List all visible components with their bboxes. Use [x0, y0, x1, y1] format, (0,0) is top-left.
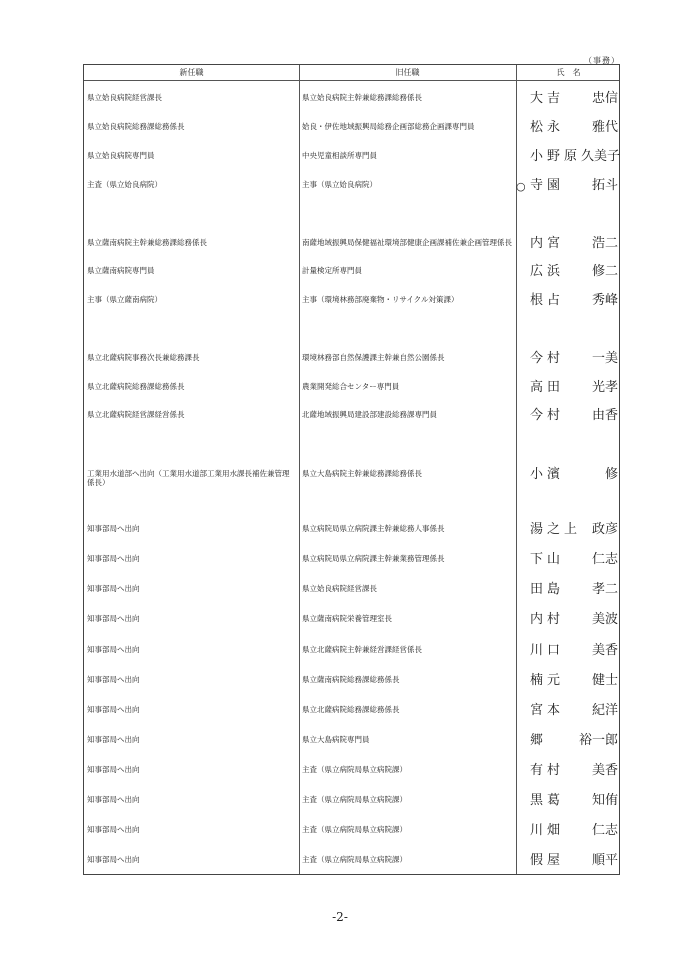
old-post-cell: 県立大島病院主幹兼総務課総務係長: [302, 469, 422, 478]
surname: 川口: [530, 643, 565, 658]
surname: 黒葛: [530, 793, 565, 808]
person-name: [530, 408, 618, 424]
new-appointee-mark: ○: [516, 180, 526, 193]
surname: 楠元: [530, 673, 565, 688]
name-cell: [516, 89, 621, 111]
old-post-cell: 農業開発総合センター専門員: [302, 382, 400, 391]
person-name: [530, 467, 618, 483]
given-name: 政彦: [591, 522, 618, 537]
new-post-cell: 知事部局へ出向: [87, 705, 140, 714]
surname: 田島: [530, 582, 565, 597]
given-name: 浩二: [591, 236, 618, 251]
given-name: 由香: [591, 408, 618, 423]
table-row: [84, 641, 619, 663]
header-divider: [84, 80, 619, 81]
person-name: [530, 264, 618, 280]
new-post-cell: 知事部局へ出向: [87, 825, 140, 834]
new-post-cell: 県立姶良病院専門員: [87, 151, 155, 160]
surname: 宮本: [530, 703, 565, 718]
person-name: [530, 552, 618, 568]
surname: 今村: [530, 408, 565, 423]
table-row: [84, 118, 619, 140]
old-post-cell: 南薩地域振興局保健福祉環境部健康企画課補佐兼企画管理係長: [302, 238, 512, 247]
name-cell: [516, 701, 621, 723]
table-row: [84, 851, 619, 873]
name-cell: [516, 118, 621, 140]
table-row: [84, 262, 619, 284]
header-new-post: 新任職: [179, 68, 204, 77]
surname: 有村: [530, 763, 565, 778]
name-cell: [516, 731, 621, 753]
surname: 寺園: [530, 178, 565, 193]
surname: 内宮: [530, 236, 565, 251]
old-post-cell: 姶良・伊佐地域振興局総務企画部総務企画課専門員: [302, 122, 475, 131]
new-post-cell: 県立北薩病院総務課総務係長: [87, 382, 185, 391]
table-row: [84, 731, 619, 753]
person-name: [530, 522, 618, 538]
old-post-cell: 主査（県立病院局県立病院課）: [302, 795, 407, 804]
given-name: 裕一郎: [578, 733, 618, 748]
old-post-cell: 主査（県立病院局県立病院課）: [302, 855, 407, 864]
new-post-cell: 県立薩南病院主幹兼総務課総務係長: [87, 238, 207, 247]
table-row: [84, 791, 619, 813]
name-cell: [516, 821, 621, 843]
old-post-cell: 県立病院局県立病院課主幹兼業務管理係長: [302, 554, 445, 563]
header-name: 氏 名: [556, 68, 581, 77]
surname: 今村: [530, 351, 565, 366]
surname: 假屋: [530, 853, 565, 868]
table-row: [84, 580, 619, 602]
table-row: [84, 89, 619, 111]
old-post-cell: 主査（県立病院局県立病院課）: [302, 765, 407, 774]
given-name: 秀峰: [591, 293, 618, 308]
given-name: 忠信: [591, 91, 618, 106]
new-post-cell: 知事部局へ出向: [87, 524, 140, 533]
surname: 高田: [530, 380, 565, 395]
new-post-cell: 県立北薩病院経営課経営係長: [87, 410, 185, 419]
new-post-cell: 県立北薩病院事務次長兼総務課長: [87, 353, 200, 362]
old-post-cell: 主事（県立姶良病院）: [302, 180, 377, 189]
given-name: 拓斗: [591, 178, 618, 193]
surname: 内村: [530, 612, 565, 627]
old-post-cell: 県立病院局県立病院課主幹兼総務人事係長: [302, 524, 445, 533]
given-name: 仁志: [591, 552, 618, 567]
old-post-cell: 県立姶良病院主幹兼総務課総務係長: [302, 93, 422, 102]
table-row: [84, 349, 619, 371]
old-post-cell: 県立大島病院専門員: [302, 735, 370, 744]
person-name: [530, 236, 618, 252]
person-name: [530, 91, 618, 107]
surname: 大吉: [530, 91, 565, 106]
name-cell: [516, 761, 621, 783]
person-name: [530, 120, 618, 136]
person-name: [530, 380, 618, 396]
table-row: [84, 291, 619, 313]
given-name: 修二: [591, 264, 618, 279]
new-post-cell: 知事部局へ出向: [87, 614, 140, 623]
old-post-cell: 県立姶良病院経営課長: [302, 584, 377, 593]
table-row: [84, 406, 619, 428]
given-name: 健士: [591, 673, 618, 688]
name-cell: [516, 580, 621, 602]
new-post-cell: 知事部局へ出向: [87, 855, 140, 864]
name-cell: [516, 520, 621, 542]
table-row: [84, 671, 619, 693]
person-name: [530, 643, 618, 659]
person-name: [530, 733, 618, 749]
old-post-cell: 中央児童相談所専門員: [302, 151, 377, 160]
person-name: [530, 673, 618, 689]
name-cell: [516, 234, 621, 256]
given-name: 久美子: [581, 149, 621, 164]
old-post-cell: 主事（環境林務部廃棄物・リサイクル対策課）: [302, 295, 459, 304]
given-name: 美香: [591, 763, 618, 778]
person-name: [530, 582, 618, 598]
person-name: [530, 178, 618, 194]
table-row: [84, 701, 619, 723]
personnel-table: [83, 64, 620, 875]
surname: 松永: [530, 120, 565, 135]
given-name: 修: [604, 467, 618, 482]
name-cell: [516, 550, 621, 572]
given-name: 美波: [591, 612, 618, 627]
surname: 小野原: [530, 149, 582, 164]
surname: 川畑: [530, 823, 565, 838]
name-cell: [516, 291, 621, 313]
category-label: （事務）: [584, 56, 620, 65]
name-cell: [516, 176, 621, 198]
old-post-cell: 北薩地域振興局建設部建設総務課専門員: [302, 410, 437, 419]
name-cell: [516, 378, 621, 400]
name-cell: [516, 147, 621, 169]
person-name: [530, 823, 618, 839]
new-post-cell: 県立姶良病院経営課長: [87, 93, 162, 102]
new-post-cell: 知事部局へ出向: [87, 554, 140, 563]
person-name: [530, 853, 618, 869]
person-name: [530, 703, 618, 719]
table-row: [84, 378, 619, 400]
new-post-cell: 主査（県立姶良病院）: [87, 180, 162, 189]
table-row: [84, 610, 619, 632]
new-post-cell: 知事部局へ出向: [87, 675, 140, 684]
table-row: [84, 465, 619, 487]
surname: 根占: [530, 293, 565, 308]
table-row: [84, 147, 619, 169]
given-name: 一美: [591, 351, 618, 366]
page-number: -2-: [332, 910, 348, 924]
new-post-cell: 知事部局へ出向: [87, 735, 140, 744]
given-name: 知侑: [591, 793, 618, 808]
name-cell: [516, 406, 621, 428]
surname: 郷: [530, 733, 548, 748]
person-name: [530, 293, 618, 309]
new-post-cell: 主事（県立薩南病院）: [87, 295, 162, 304]
surname: 下山: [530, 552, 565, 567]
surname: 湯之上: [530, 522, 582, 537]
old-post-cell: 計量検定所専門員: [302, 266, 362, 275]
new-post-cell: 知事部局へ出向: [87, 765, 140, 774]
name-cell: [516, 262, 621, 284]
table-row: [84, 176, 619, 198]
person-name: [530, 351, 618, 367]
name-cell: [516, 851, 621, 873]
new-post-cell: 知事部局へ出向: [87, 584, 140, 593]
old-post-cell: 県立薩南病院総務課総務係長: [302, 675, 400, 684]
table-row: [84, 550, 619, 572]
table-row: [84, 234, 619, 256]
name-cell: [516, 671, 621, 693]
given-name: 雅代: [591, 120, 618, 135]
old-post-cell: 主査（県立病院局県立病院課）: [302, 825, 407, 834]
given-name: 孝二: [591, 582, 618, 597]
table-row: [84, 520, 619, 542]
table-row: [84, 761, 619, 783]
old-post-cell: 県立北薩病院主幹兼経営課経営係長: [302, 645, 422, 654]
given-name: 順平: [591, 853, 618, 868]
new-post-cell: 工業用水道部へ出向（工業用水道部工業用水課長補佐兼管理係長）: [87, 469, 290, 487]
given-name: 仁志: [591, 823, 618, 838]
old-post-cell: 環境林務部自然保護課主幹兼自然公園係長: [302, 353, 445, 362]
name-cell: [516, 641, 621, 663]
surname: 広浜: [530, 264, 565, 279]
new-post-cell: 県立姶良病院総務課総務係長: [87, 122, 185, 131]
given-name: 光孝: [591, 380, 618, 395]
given-name: 紀洋: [591, 703, 618, 718]
surname: 小濱: [530, 467, 565, 482]
person-name: [530, 763, 618, 779]
name-cell: [516, 465, 621, 487]
name-cell: [516, 791, 621, 813]
old-post-cell: 県立北薩病院総務課総務係長: [302, 705, 400, 714]
old-post-cell: 県立薩南病院栄養管理室長: [302, 614, 392, 623]
person-name: [530, 149, 621, 165]
given-name: 美香: [591, 643, 618, 658]
new-post-cell: 県立薩南病院専門員: [87, 266, 155, 275]
table-row: [84, 821, 619, 843]
name-cell: [516, 349, 621, 371]
new-post-cell: 知事部局へ出向: [87, 645, 140, 654]
new-post-cell: 知事部局へ出向: [87, 795, 140, 804]
header-old-post: 旧任職: [395, 68, 420, 77]
person-name: [530, 793, 618, 809]
person-name: [530, 612, 618, 628]
name-cell: [516, 610, 621, 632]
